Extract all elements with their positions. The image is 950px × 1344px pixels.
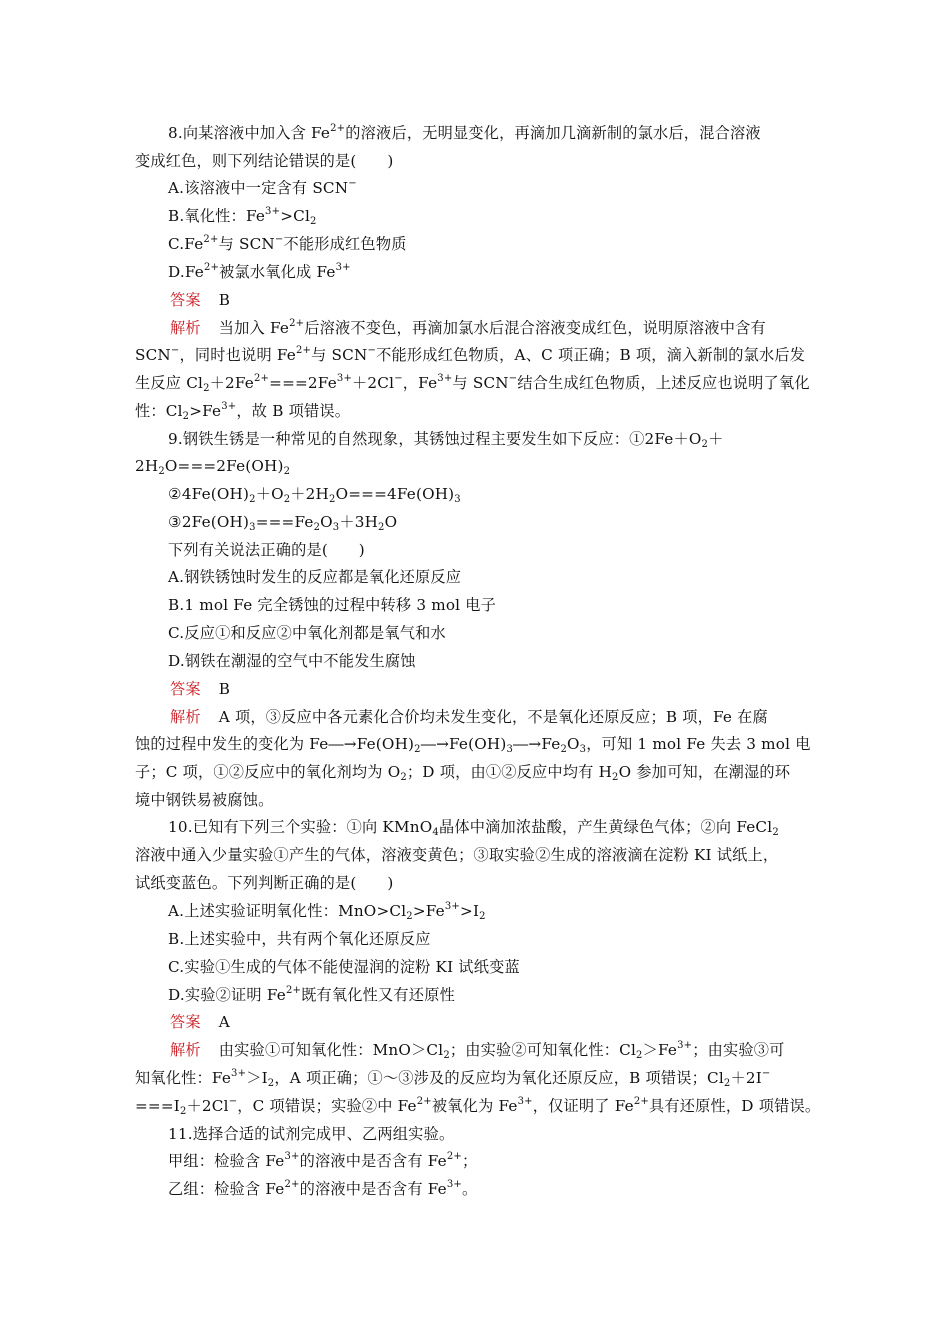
q9-option-c: C.反应①和反应②中氧化剂都是氧气和水 xyxy=(168,624,446,642)
q10-stem-line2: 溶液中通入少量实验①产生的气体，溶液变黄色；③取实验②生成的溶液滴在淀粉 KI 试纸上， xyxy=(135,846,779,864)
q9-option-a: A.钢铁锈蚀时发生的反应都是氧化还原反应 xyxy=(168,568,462,586)
answer-label: 答案 xyxy=(170,291,201,309)
q9-analysis-line2: 蚀的过程中发生的变化为 $Fe―\to Fe(OH)_2―\to Fe(OH)_3―\to Fe_2O_3$，可知 1 mol Fe 失去 3 mol 电 xyxy=(135,735,811,755)
q11-group-yi: 乙组：检验含 $Fe^{2+}$的溶液中是否含有 $Fe^{3+}$。 xyxy=(168,1179,478,1198)
analysis-label: 解析 xyxy=(170,319,201,337)
q10-option-d: D.实验②证明 $Fe^{2+}$既有氧化性又有还原性 xyxy=(168,985,455,1004)
q9-stem-line1: 9.钢铁生锈是一种常见的自然现象，其锈蚀过程主要发生如下反应：$①2Fe+O_2+$ xyxy=(168,430,724,450)
q10-option-c: C.实验①生成的气体不能使湿润的淀粉 KI 试纸变蓝 xyxy=(168,958,520,976)
answer-label: 答案 xyxy=(170,1013,201,1031)
q8-analysis-line4: 性：$Cl_2>Fe^{3+}$，故 B 项错误。 xyxy=(135,401,351,422)
q9-analysis-line1: 解析 A 项，③反应中各元素化合价均未发生变化，不是氧化还原反应；B 项，Fe 在腐 xyxy=(170,708,768,726)
q8-stem-line1: 8.向某溶液中加入含 $Fe^{2+}$的溶液后，无明显变化，再滴加几滴新制的氯水后，混合溶液 xyxy=(168,123,761,142)
q10-option-b: B.上述实验中，共有两个氧化还原反应 xyxy=(168,930,431,948)
analysis-label: 解析 xyxy=(170,1041,201,1059)
q10-stem-line1: 10.已知有下列三个实验：①向 KMnO$_4$晶体中滴加浓盐酸，产生黄绿色气体；②向 FeCl$_2$ xyxy=(168,818,779,838)
q9-reaction-3: $③2Fe(OH)_3===Fe_2O_3+3H_2O$ xyxy=(168,513,398,533)
q10-analysis-line1: 解析 由实验①可知氧化性：$MnO>Cl_2$；由实验②可知氧化性：$Cl_2>Fe^{3+}$；由实验③可 xyxy=(170,1040,785,1061)
q8-analysis-line3: 生反应 $Cl_2+2Fe^{2+}===2Fe^{3+}+2Cl^-$，$Fe^{3+}$与 SCN−结合生成红色物质，上述反应也说明了氧化 xyxy=(135,373,810,394)
q9-answer: 答案 B xyxy=(170,680,231,698)
q8-option-b: B.氧化性：$Fe^{3+}>Cl_2$ xyxy=(168,206,317,227)
q10-analysis-line3: $===I_2+2Cl^-$，C 项错误；实验②中 $Fe^{2+}$被氧化为 $Fe^{3+}$，仅证明了 $Fe^{2+}$具有还原性，D 项错误。 xyxy=(135,1096,821,1117)
q10-stem-line3: 试纸变蓝色。下列判断正确的是( ) xyxy=(135,874,394,892)
q9-option-b: B.1 mol Fe 完全锈蚀的过程中转移 3 mol 电子 xyxy=(168,596,497,614)
q8-analysis-line2: SCN−，同时也说明 $Fe^{2+}$与 SCN−不能形成红色物质，A、C 项正确；B 项，滴入新制的氯水后发 xyxy=(135,345,806,364)
answer-label: 答案 xyxy=(170,680,201,698)
q8-stem-line2: 变成红色，则下列结论错误的是( ) xyxy=(135,152,394,170)
q8-answer: 答案 B xyxy=(170,291,231,309)
q9-analysis-line4: 境中钢铁易被腐蚀。 xyxy=(135,791,274,809)
q8-option-c: $C.Fe^{2+}$与 SCN−不能形成红色物质 xyxy=(168,234,407,253)
q9-question: 下列有关说法正确的是( ) xyxy=(168,541,365,559)
q11-stem: 11.选择合适的试剂完成甲、乙两组实验。 xyxy=(168,1125,455,1143)
analysis-label: 解析 xyxy=(170,708,201,726)
q9-analysis-line3: 子；C 项，①②反应中的氧化剂均为 $O_2$；D 项，由①②反应中均有 $H_2O$ 参加可知，在潮湿的环 xyxy=(135,763,791,783)
q11-group-jia: 甲组：检验含 $Fe^{3+}$的溶液中是否含有 $Fe^{2+}$； xyxy=(168,1151,478,1170)
q9-option-d: D.钢铁在潮湿的空气中不能发生腐蚀 xyxy=(168,652,416,670)
q10-option-a: A.上述实验证明氧化性：$MnO>Cl_2>Fe^{3+}>I_2$ xyxy=(168,901,486,922)
q9-stem-line2: $2H_2O===2Fe(OH)_2$ xyxy=(135,457,291,477)
q8-option-d: $D.Fe^{2+}$被氯水氧化成 $Fe^{3+}$ xyxy=(168,262,351,281)
q10-answer: 答案 A xyxy=(170,1013,230,1031)
q9-reaction-2: $②4Fe(OH)_2+O_2+2H_2O===4Fe(OH)_3$ xyxy=(168,485,461,505)
q8-analysis-line1: 解析 当加入 $Fe^{2+}$后溶液不变色，再滴加氯水后混合溶液变成红色，说明原溶液中含有 xyxy=(170,318,766,337)
q8-option-a: A.该溶液中一定含有 SCN− xyxy=(168,178,357,197)
q10-analysis-line2: 知氧化性：$Fe^{3+}>I_2$，A 项正确；①～③涉及的反应均为氧化还原反应，B 项错误；$Cl_2+2I^-$ xyxy=(135,1068,771,1089)
